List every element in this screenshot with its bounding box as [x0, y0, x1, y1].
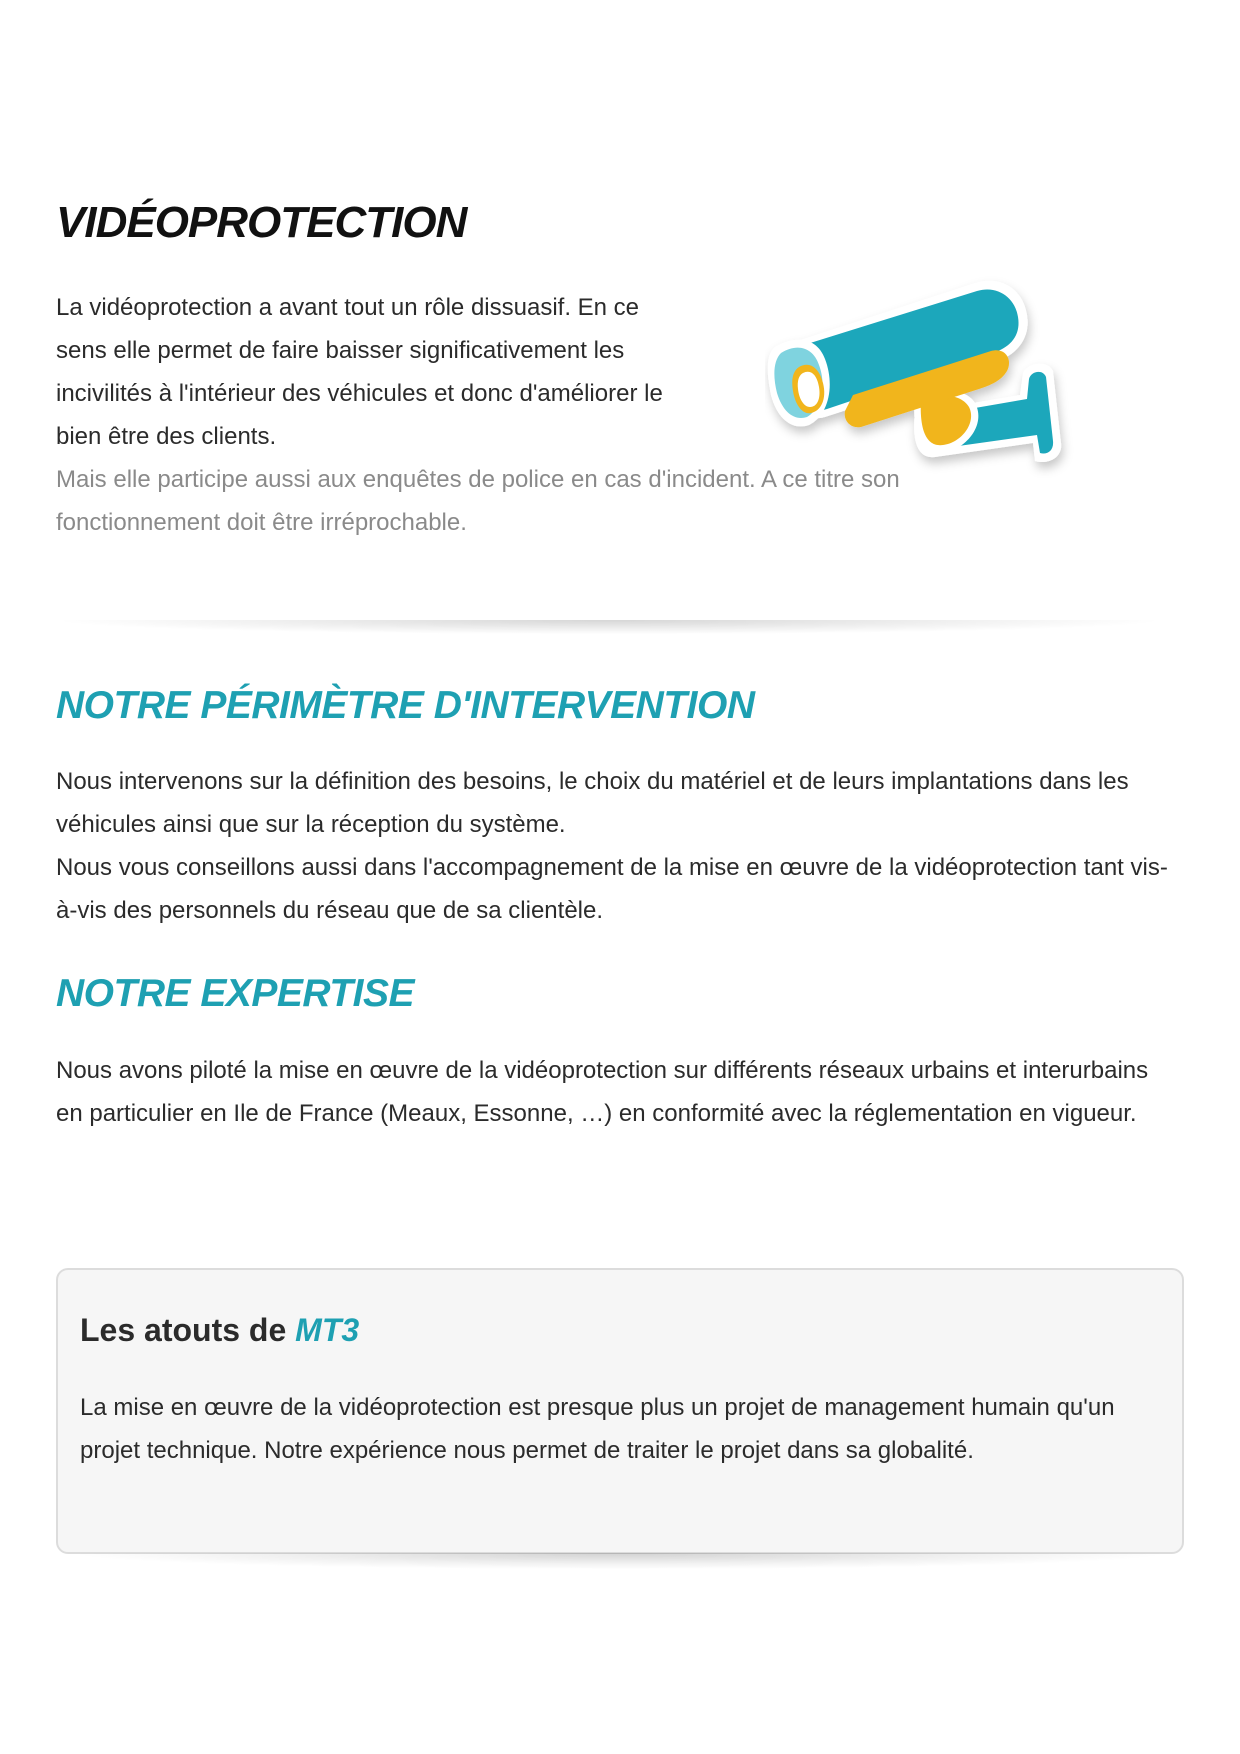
intro-paragraph: La vidéoprotection a avant tout un rôle dissuasif. En ce sens elle permet de faire baisser significativement les incivilités à l'intérieur des véhicules et donc d'améliorer le bien être des clients.: [56, 294, 663, 450]
security-camera-icon: [765, 275, 1135, 495]
highlight-box: [56, 1268, 1184, 1554]
highlight-box-shadow: [80, 1553, 1160, 1569]
intro-block: [56, 286, 900, 544]
highlight-box-text: La mise en œuvre de la vidéoprotection est presque plus un projet de management humain qu'un projet technique. Notre expérience nous permet de traiter le projet dans sa globalité.: [80, 1394, 1115, 1464]
section-title-expertise: NOTRE EXPERTISE: [56, 972, 415, 1015]
highlight-box-title-prefix: Les atouts de: [80, 1312, 296, 1348]
section-divider: [64, 620, 1154, 634]
page-title: VIDÉOPROTECTION: [56, 198, 467, 247]
brand-name: MT3: [295, 1312, 360, 1348]
section-paragraph: Nous avons piloté la mise en œuvre de la vidéoprotection sur différents réseaux urbains et interurbains en particulier en Ile de France (Meaux, Essonne, …) en conformité avec la réglementation en vigueur.: [56, 1057, 1149, 1127]
highlight-box-title: [80, 1312, 359, 1349]
section-title-perimetre: NOTRE PÉRIMÈTRE D'INTERVENTION: [56, 684, 755, 727]
intro-secondary-paragraph: Mais elle participe aussi aux enquêtes de police en cas d'incident. A ce titre son fonctionnement doit être irréprochable.: [56, 466, 900, 536]
section-paragraph: Nous intervenons sur la définition des besoins, le choix du matériel et de leurs implantations dans les véhicules ainsi que sur la réception du système.: [56, 768, 1129, 838]
section-text-expertise: [56, 1049, 1176, 1135]
section-text-perimetre: [56, 760, 1176, 932]
section-paragraph: Nous vous conseillons aussi dans l'accompagnement de la mise en œuvre de la vidéoprotection tant vis-à-vis des personnels du réseau que de sa clientèle.: [56, 854, 1168, 924]
